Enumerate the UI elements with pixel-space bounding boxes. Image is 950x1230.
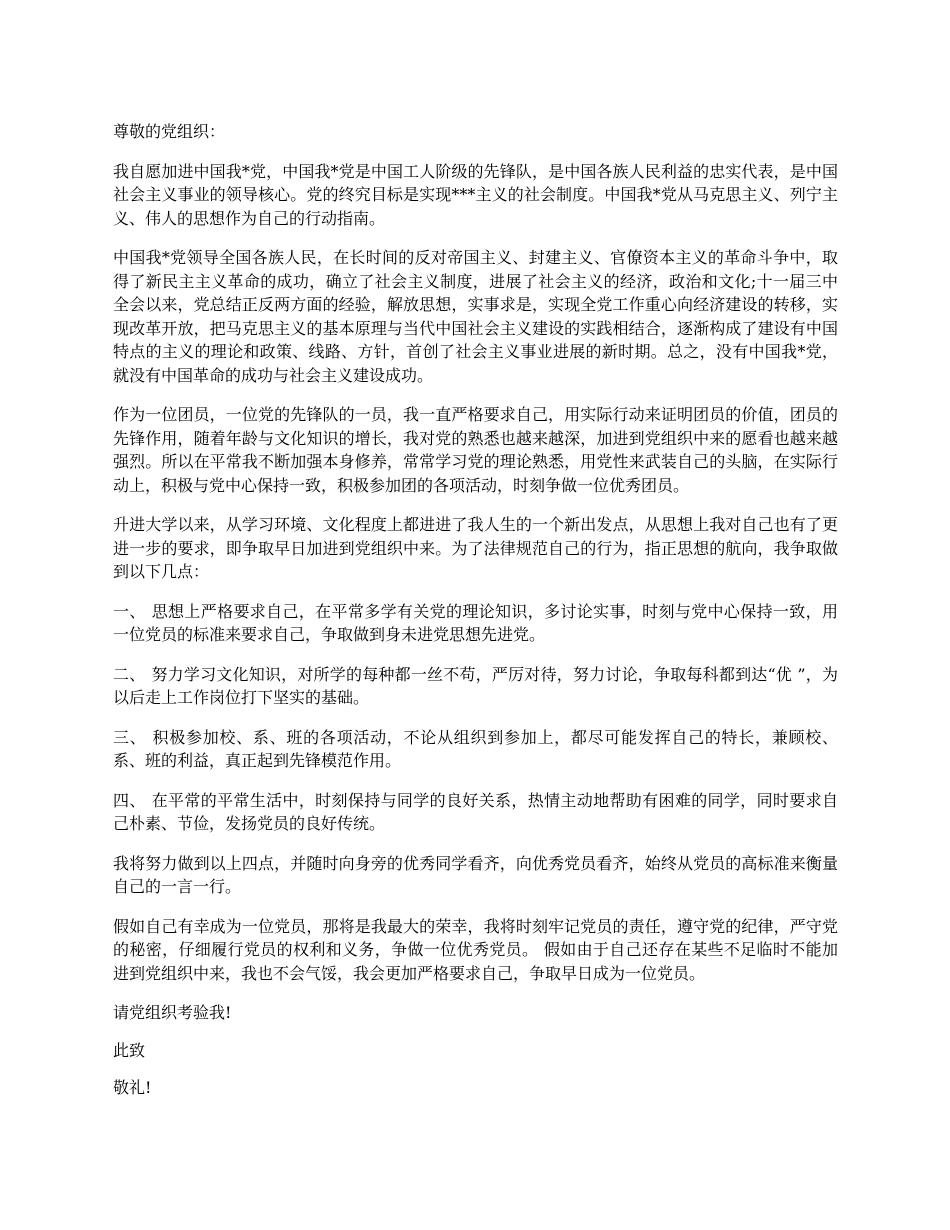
list-item-number: 二、	[113, 664, 146, 684]
list-item-2	[113, 663, 838, 710]
closing-regards: 敬礼!	[113, 1078, 152, 1097]
closing-salutation: 此致	[113, 1040, 146, 1060]
paragraph-6: 假如自己有幸成为一位党员，那将是我最大的荣幸，我将时刻牢记党员的责任，遵守党的纪律，严守党的秘密，仔细履行党员的权利和义务，争做一位优秀党员。 假如由于自己还存在某些不足临时不能加进到党组织中来，我也不会气馁，我会更加严格要求自己，争取早日成为一位党员。	[113, 916, 838, 983]
list-item-number: 三、	[113, 727, 147, 747]
salutation: 尊敬的党组织：	[113, 122, 226, 141]
letter-body	[113, 120, 838, 1114]
list-item-text: 在平常的平常生活中，时刻保持与同学的良好关系，热情主动地帮助有困难的同学，同时要求自己朴素、节俭，发扬党员的良好传统。	[113, 790, 838, 833]
list-item-3	[113, 726, 838, 773]
paragraph-3: 作为一位团员，一位党的先锋队的一员，我一直严格要求自己，用实际行动来证明团员的价值，团员的先锋作用，随着年龄与文化知识的增长，我对党的熟悉也越来越深，加进到党组织中来的愿看也越来越强烈。所以在平常我不断加强本身修养，常常学习党的理论熟悉，用党性来武装自己的头脑，在实际行动上，积极与党中心保持一致，积极参加团的各项活动，时刻争做一位优秀团员。	[113, 405, 838, 495]
paragraph-1: 我自愿加进中国我*党，中国我*党是中国工人阶级的先锋队，是中国各族人民利益的忠实代表，是中国社会主义事业的领导核心。党的终究目标是实现***主义的社会制度。中国我*党从马克思主义、列宁主义、伟人的思想作为自己的行动指南。	[113, 161, 838, 228]
list-item-text: 努力学习文化知识，对所学的每种都一丝不苟，严厉对待，努力讨论，争取每科都到达“优 ”，为以后走上工作岗位打下坚实的基础。	[113, 664, 838, 707]
list-item-4	[113, 789, 838, 836]
closing-request: 请党组织考验我!	[113, 1003, 232, 1022]
list-item-text: 积极参加校、系、班的各项活动，不论从组织到参加上，都尽可能发挥自己的特长，兼顾校、系、班的利益，真正起到先锋模范作用。	[113, 727, 838, 770]
list-item-number: 一、	[113, 601, 146, 621]
list-item-text: 思想上严格要求自己，在平常多学有关党的理论知识，多讨论实事，时刻与党中心保持一致，用一位党员的标准来要求自己，争取做到身未进党思想先进党。	[113, 601, 838, 644]
list-item-number: 四、	[113, 790, 146, 810]
paragraph-5: 我将努力做到以上四点，并随时向身旁的优秀同学看齐，向优秀党员看齐，始终从党员的高标准来衡量自己的一言一行。	[113, 853, 838, 896]
paragraph-2: 中国我*党领导全国各族人民，在长时间的反对帝国主义、封建主义、官僚资本主义的革命斗争中，取得了新民主主义革命的成功，确立了社会主义制度，进展了社会主义的经济，政治和文化;十一届三中全会以来，党总结正反两方面的经验，解放思想，实事求是，实现全党工作重心向经济建设的转移，实现改革开放，把马克思主义的基本原理与当代中国社会主义建设的实践相结合，逐渐构成了建设有中国特点的主义的理论和政策、线路、方针，首创了社会主义事业进展的新时期。总之，没有中国我*党，就没有中国革命的成功与社会主义建设成功。	[113, 248, 838, 385]
list-item-1	[113, 600, 838, 647]
paragraph-4: 升进大学以来，从学习环境、文化程度上都进进了我人生的一个新出发点，从思想上我对自己也有了更进一步的要求，即争取早日加进到党组织中来。为了法律规范自己的行为，指正思想的航向，我争取做到以下几点：	[113, 515, 838, 581]
